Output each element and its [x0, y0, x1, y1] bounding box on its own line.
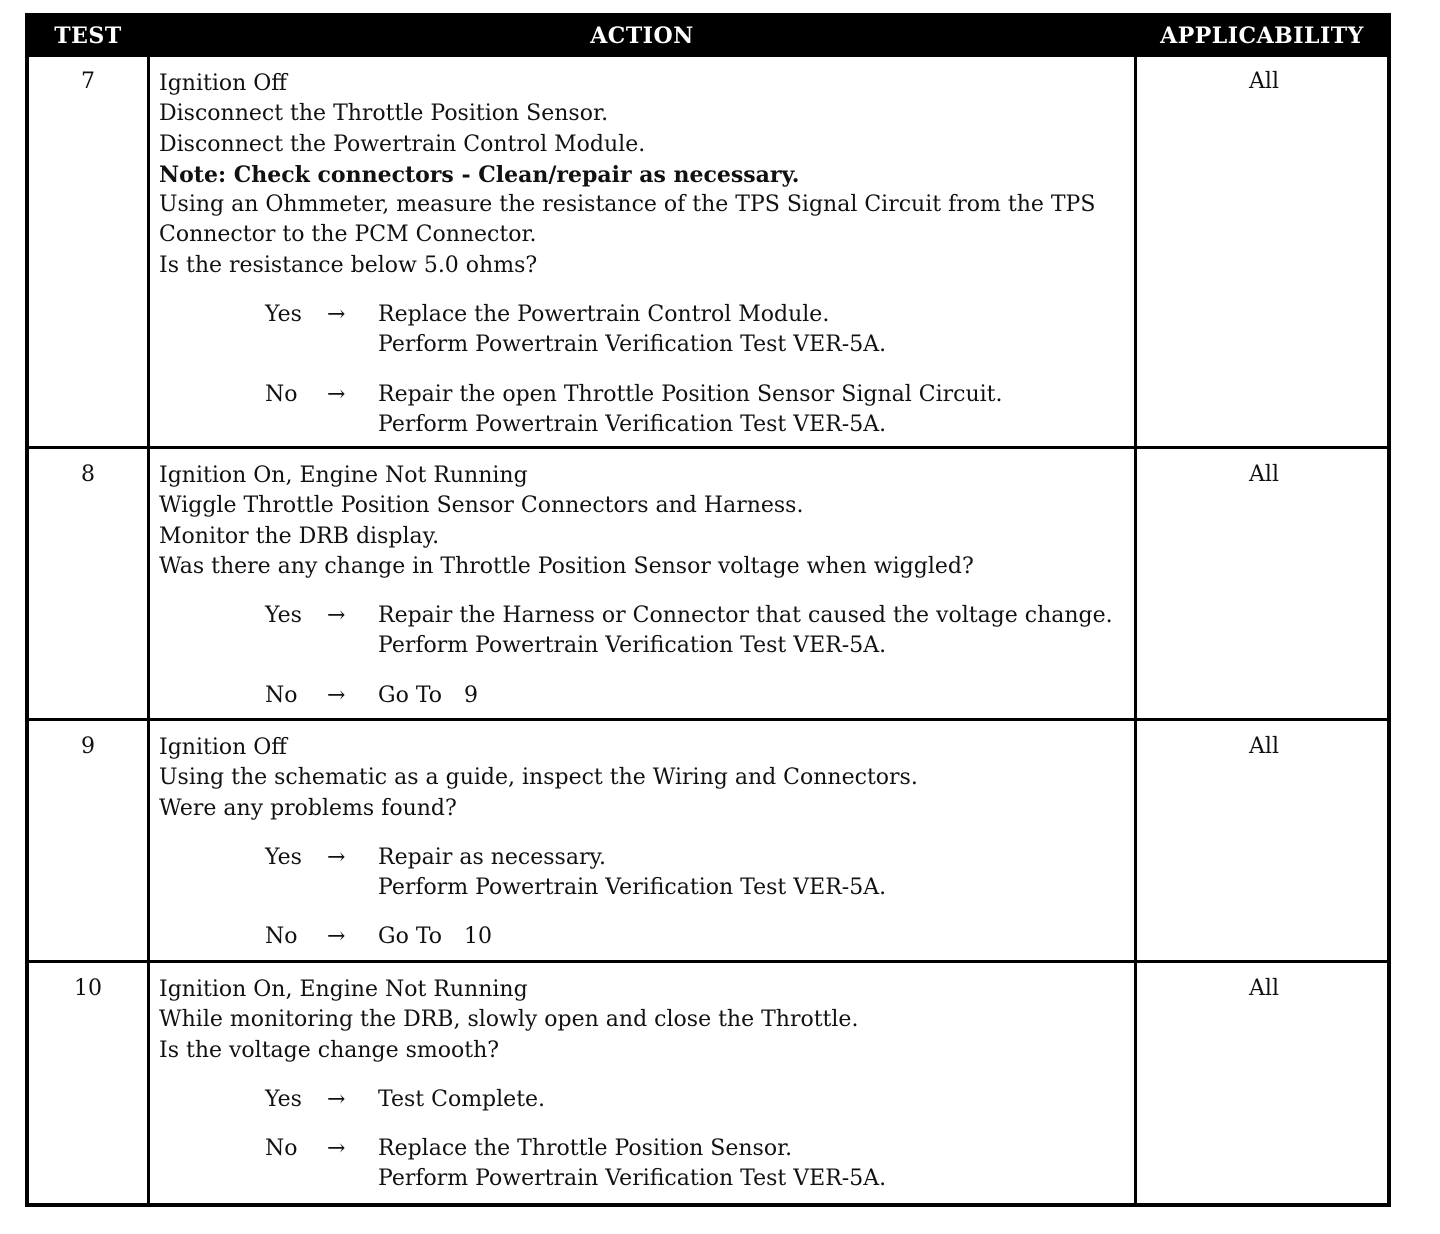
yes-result: Repair the Harness or Connector that caused the voltage change.: [378, 603, 1113, 629]
yes-result: Perform Powertrain Verification Test VER-5A.: [378, 332, 887, 358]
action-line: Ignition On, Engine Not Running: [159, 977, 528, 1002]
no-branch: [159, 1134, 1139, 1195]
row-divider: [29, 960, 1387, 963]
goto-test-link[interactable]: 9: [464, 682, 479, 708]
yes-result: Perform Powertrain Verification Test VER-5A.: [378, 633, 887, 659]
action-cell-8: [159, 461, 1139, 711]
no-result: Perform Powertrain Verification Test VER-5A.: [378, 1166, 887, 1192]
applicability-value: All: [1249, 462, 1279, 487]
action-cell-7: [159, 69, 1139, 440]
test-number: 8: [81, 462, 95, 487]
action-question: Were any problems found?: [159, 795, 457, 821]
action-line: While monitoring the DRB, slowly open and close the Throttle.: [159, 1007, 859, 1033]
yes-result: Perform Powertrain Verification Test VER-5A.: [378, 875, 887, 901]
arrow-icon: →: [327, 924, 346, 950]
applicability-value: All: [1249, 976, 1279, 1001]
row-divider: [29, 446, 1387, 449]
yes-branch: [159, 1085, 1139, 1115]
header-applicability: APPLICABILITY: [1160, 23, 1364, 49]
action-line: Ignition On, Engine Not Running: [159, 463, 528, 488]
arrow-icon: →: [327, 1086, 346, 1112]
goto-label: Go To: [378, 924, 443, 950]
arrow-icon: →: [327, 682, 346, 708]
no-label: No: [265, 381, 298, 407]
no-result: [378, 922, 1139, 952]
action-line: Disconnect the Throttle Position Sensor.: [159, 101, 609, 127]
action-line: Monitor the DRB display.: [159, 523, 440, 549]
yes-label: Yes: [265, 603, 302, 629]
header-action: ACTION: [590, 23, 694, 49]
yes-label: Yes: [265, 1086, 302, 1112]
action-line: Disconnect the Powertrain Control Module.: [159, 131, 646, 157]
no-result: [378, 681, 1139, 711]
test-number: 7: [81, 69, 95, 94]
yes-label: Yes: [265, 302, 302, 328]
applicability-value: All: [1249, 69, 1279, 94]
no-label: No: [265, 1136, 298, 1162]
applicability-value: All: [1249, 734, 1279, 759]
action-line: Connector to the PCM Connector.: [159, 222, 537, 248]
no-result: Replace the Throttle Position Sensor.: [378, 1136, 793, 1162]
action-cell-10: [159, 975, 1139, 1195]
no-label: No: [265, 682, 298, 708]
yes-result: Repair as necessary.: [378, 844, 606, 870]
yes-branch: [159, 601, 1139, 662]
yes-branch: [159, 843, 1139, 904]
goto-test-link[interactable]: 10: [464, 924, 493, 950]
row-divider: [29, 718, 1387, 721]
no-branch: [159, 922, 1139, 952]
action-question: Is the resistance below 5.0 ohms?: [159, 252, 538, 278]
action-question: Was there any change in Throttle Position Sensor voltage when wiggled?: [159, 553, 974, 579]
goto-label: Go To: [378, 682, 443, 708]
arrow-icon: →: [327, 302, 346, 328]
column-divider-test: [147, 57, 150, 1203]
action-line: Ignition Off: [159, 735, 287, 760]
action-line: Wiggle Throttle Position Sensor Connectors and Harness.: [159, 493, 804, 519]
no-branch: [159, 380, 1139, 441]
no-result: Perform Powertrain Verification Test VER-5A.: [378, 411, 887, 437]
no-branch: [159, 681, 1139, 711]
action-cell-9: [159, 733, 1139, 953]
test-number: 9: [81, 734, 95, 759]
arrow-icon: →: [327, 603, 346, 629]
arrow-icon: →: [327, 844, 346, 870]
yes-result: Test Complete.: [378, 1086, 546, 1112]
diagnostic-table: [25, 13, 1391, 1207]
action-note: Note: Check connectors - Clean/repair as necessary.: [159, 161, 800, 188]
no-result: Repair the open Throttle Position Sensor Signal Circuit.: [378, 381, 1003, 407]
test-number: 10: [74, 976, 102, 1001]
header-test: TEST: [54, 23, 122, 49]
action-line: Using an Ohmmeter, measure the resistance of the TPS Signal Circuit from the TPS: [159, 192, 1096, 218]
arrow-icon: →: [327, 1136, 346, 1162]
action-question: Is the voltage change smooth?: [159, 1037, 500, 1063]
yes-branch: [159, 300, 1139, 361]
table-header: [29, 17, 1387, 57]
yes-label: Yes: [265, 844, 302, 870]
action-line: Ignition Off: [159, 71, 287, 96]
no-label: No: [265, 924, 298, 950]
yes-result: Replace the Powertrain Control Module.: [378, 302, 830, 328]
action-line: Using the schematic as a guide, inspect the Wiring and Connectors.: [159, 765, 918, 791]
arrow-icon: →: [327, 381, 346, 407]
